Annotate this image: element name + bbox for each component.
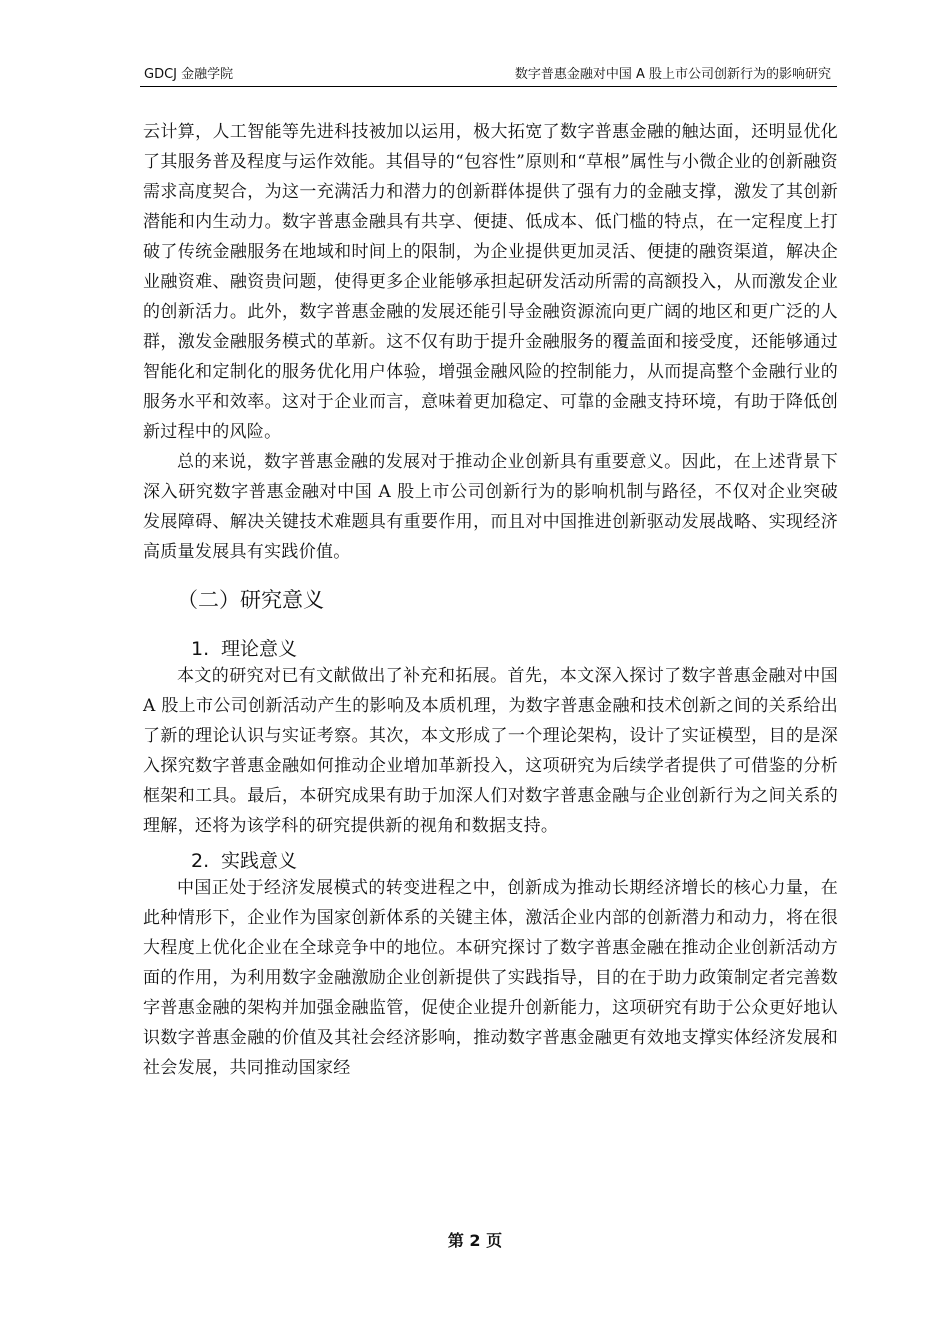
page-header [140,66,837,87]
subheading-text: 理论意义 [221,638,298,660]
paragraph-continued: 云计算，人工智能等先进科技被加以运用，极大拓宽了数字普惠金融的触达面，还明显优化了其服务普及程度与运作效能。其倡导的“包容性”原则和“草根”属性与小微企业的创新融资需求高度契合，为这一充满活力和潜力的创新群体提供了强有力的金融支撑，激发了其创新潜能和内生动力。数字普惠金融具有共享、便捷、低成本、低门槛的特点，在一定程度上打破了传统金融服务在地域和时间上的限制，为企业提供更加灵活、便捷的融资渠道，解决企业融资难、融资贵问题，使得更多企业能够承担起研发活动所需的高额投入，从而激发企业的创新活力。此外，数字普惠金融的发展还能引导金融资源流向更广阔的地区和更广泛的人群，激发金融服务模式的革新。这不仅有助于提升金融服务的覆盖面和接受度，还能够通过智能化和定制化的服务优化用户体验，增强金融风险的控制能力，从而提高整个金融行业的服务水平和效率。这对于企业而言，意味着更加稳定、可靠的金融支持环境，有助于降低创新过程中的风险。 [143,122,838,442]
section-heading-research-significance: （二）研究意义 [177,588,324,612]
subheading-text: 实践意义 [221,850,298,872]
paragraph-theoretical: 本文的研究对已有文献做出了补充和拓展。首先，本文深入探讨了数字普惠金融对中国 A 股上市公司创新活动产生的影响及本质机理，为数字普惠金融和技术创新之间的关系给出了新的理论认识与实证考察。其次，本文形成了一个理论架构，设计了实证模型，目的是深入探究数字普惠金融如何推动企业增加革新投入，这项研究为后续学者提供了可借鉴的分析框架和工具。最后，本研究成果有助于加深人们对数字普惠金融与企业创新行为之间关系的理解，还将为该学科的研究提供新的视角和数据支持。 [143,666,838,836]
paragraph-summary: 总的来说，数字普惠金融的发展对于推动企业创新具有重要意义。因此，在上述背景下深入研究数字普惠金融对中国 A 股上市公司创新行为的影响机制与路径，不仅对企业突破发展障碍、解决关键技术难题具有重要作用，而且对中国推进创新驱动发展战略、实现经济高质量发展具有实践价值。 [143,452,838,562]
subheading-number: 2. [191,850,210,872]
paragraph-practical: 中国正处于经济发展模式的转变进程之中，创新成为推动长期经济增长的核心力量，在此种情形下，企业作为国家创新体系的关键主体，激活企业内部的创新潜力和动力，将在很大程度上优化企业在全球竞争中的地位。本研究探讨了数字普惠金融在推动企业创新活动方面的作用，为利用数字金融激励企业创新提供了实践指导，目的在于助力政策制定者完善数字普惠金融的架构并加强金融监管，促使企业提升创新能力，这项研究有助于公众更好地认识数字普惠金融的价值及其社会经济影响，推动数字普惠金融更有效地支撑实体经济发展和社会发展，共同推动国家经 [143,878,838,1078]
page-body [143,117,838,1083]
header-title: 数字普惠金融对中国 A 股上市公司创新行为的影响研究 [514,67,831,82]
subheading-theoretical-significance [143,637,838,661]
page-number: 第 2 页 [447,1231,503,1250]
header-institution: GDCJ 金融学院 [144,67,234,82]
subheading-practical-significance [143,849,838,873]
subheading-number: 1. [191,638,210,660]
